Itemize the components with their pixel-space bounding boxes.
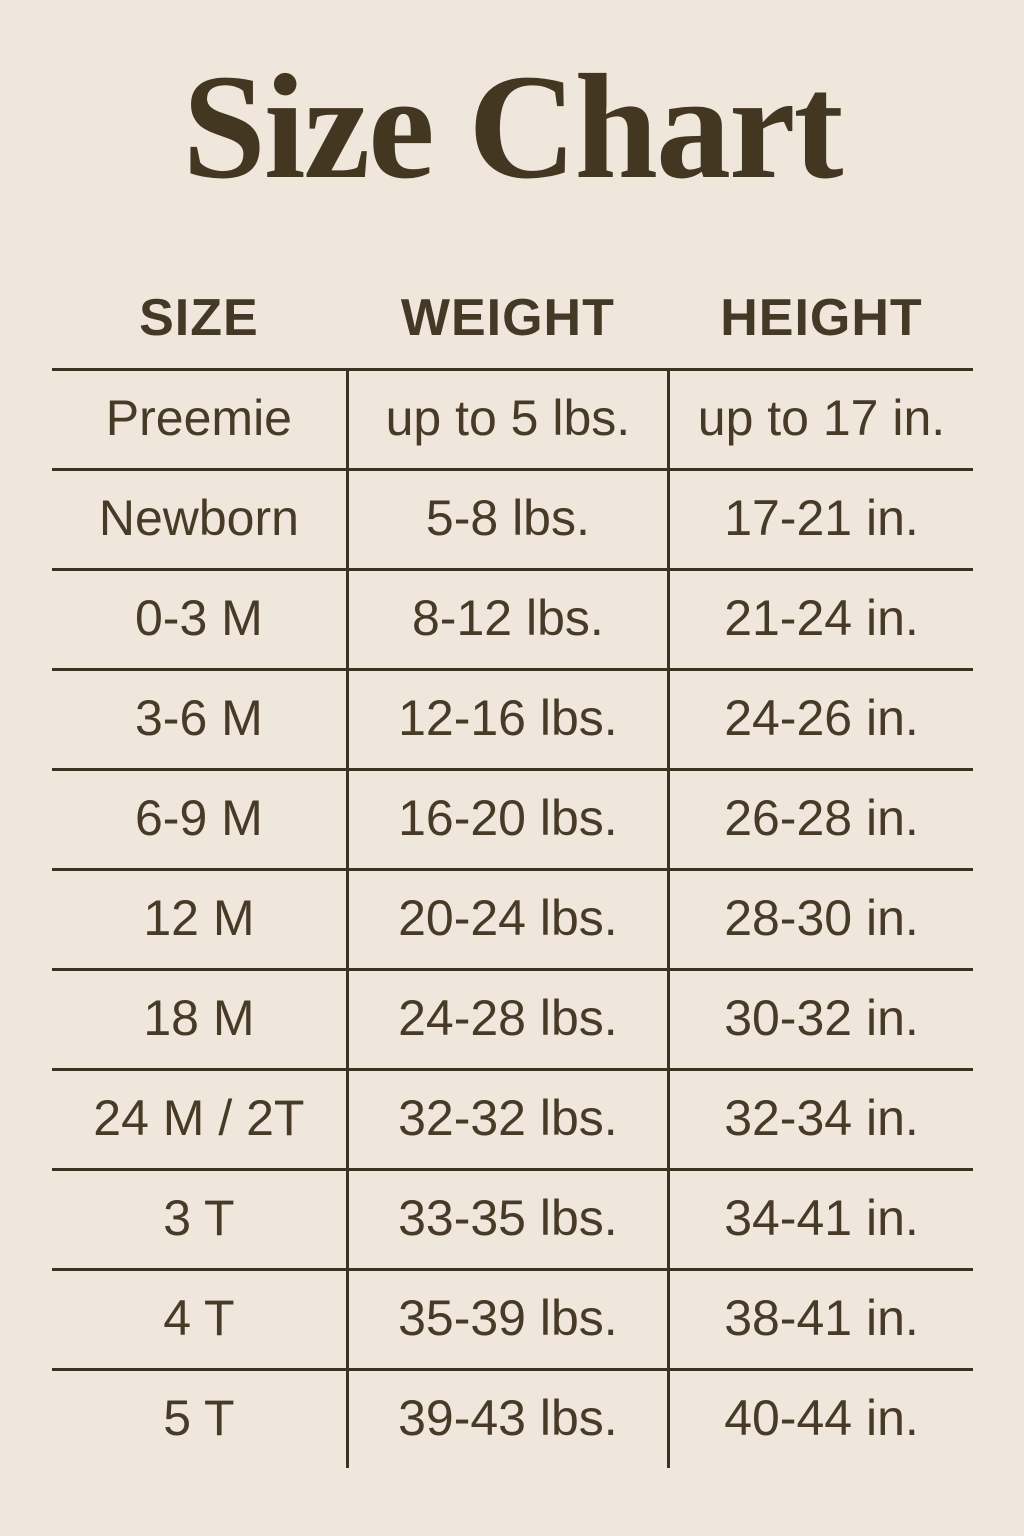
table-row-6-9m [52, 768, 973, 868]
weight-cell: 24-28 lbs. [346, 971, 670, 1068]
size-cell: 3 T [163, 1189, 235, 1246]
size-cell: 3-6 M [134, 689, 263, 746]
height-cell: 17-21 in. [724, 489, 919, 546]
size-cell: 5 T [163, 1389, 235, 1446]
size-chart-table [52, 268, 973, 1468]
height-cell: 24-26 in. [724, 689, 919, 746]
table-row-18m [52, 968, 973, 1068]
weight-cell: 39-43 lbs. [346, 1371, 670, 1468]
table-header-row [52, 268, 973, 368]
height-cell: 34-41 in. [724, 1189, 919, 1246]
page-title: Size Chart [182, 44, 842, 210]
table-row-5t [52, 1368, 973, 1468]
weight-cell: 33-35 lbs. [346, 1171, 670, 1268]
weight-cell: 5-8 lbs. [346, 471, 670, 568]
table-row-12m [52, 868, 973, 968]
column-header-weight: WEIGHT [400, 289, 615, 347]
weight-cell: 20-24 lbs. [346, 871, 670, 968]
size-cell: Newborn [98, 489, 299, 546]
weight-cell: up to 5 lbs. [346, 371, 670, 468]
weight-cell: 8-12 lbs. [346, 571, 670, 668]
size-cell: 18 M [143, 989, 255, 1046]
column-header-size: SIZE [139, 289, 259, 347]
size-cell: Preemie [105, 389, 292, 446]
size-cell: 4 T [163, 1289, 235, 1346]
height-cell: 28-30 in. [724, 889, 919, 946]
height-cell: 30-32 in. [724, 989, 919, 1046]
table-row-newborn [52, 468, 973, 568]
table-row-4t [52, 1268, 973, 1368]
weight-cell: 12-16 lbs. [346, 671, 670, 768]
table-row-24m-2t [52, 1068, 973, 1168]
size-cell: 6-9 M [134, 789, 263, 846]
table-row-3-6m [52, 668, 973, 768]
height-cell: 26-28 in. [724, 789, 919, 846]
height-cell: 32-34 in. [724, 1089, 919, 1146]
size-cell: 0-3 M [134, 589, 263, 646]
size-cell: 24 M / 2T [93, 1089, 305, 1146]
table-row-preemie [52, 368, 973, 468]
height-cell: up to 17 in. [697, 389, 946, 446]
height-cell: 21-24 in. [724, 589, 919, 646]
table-row-3t [52, 1168, 973, 1268]
weight-cell: 32-32 lbs. [346, 1071, 670, 1168]
weight-cell: 16-20 lbs. [346, 771, 670, 868]
table-row-0-3m [52, 568, 973, 668]
height-cell: 38-41 in. [724, 1289, 919, 1346]
weight-cell: 35-39 lbs. [346, 1271, 670, 1368]
size-cell: 12 M [143, 889, 255, 946]
column-header-height: HEIGHT [720, 289, 923, 347]
height-cell: 40-44 in. [724, 1389, 919, 1446]
